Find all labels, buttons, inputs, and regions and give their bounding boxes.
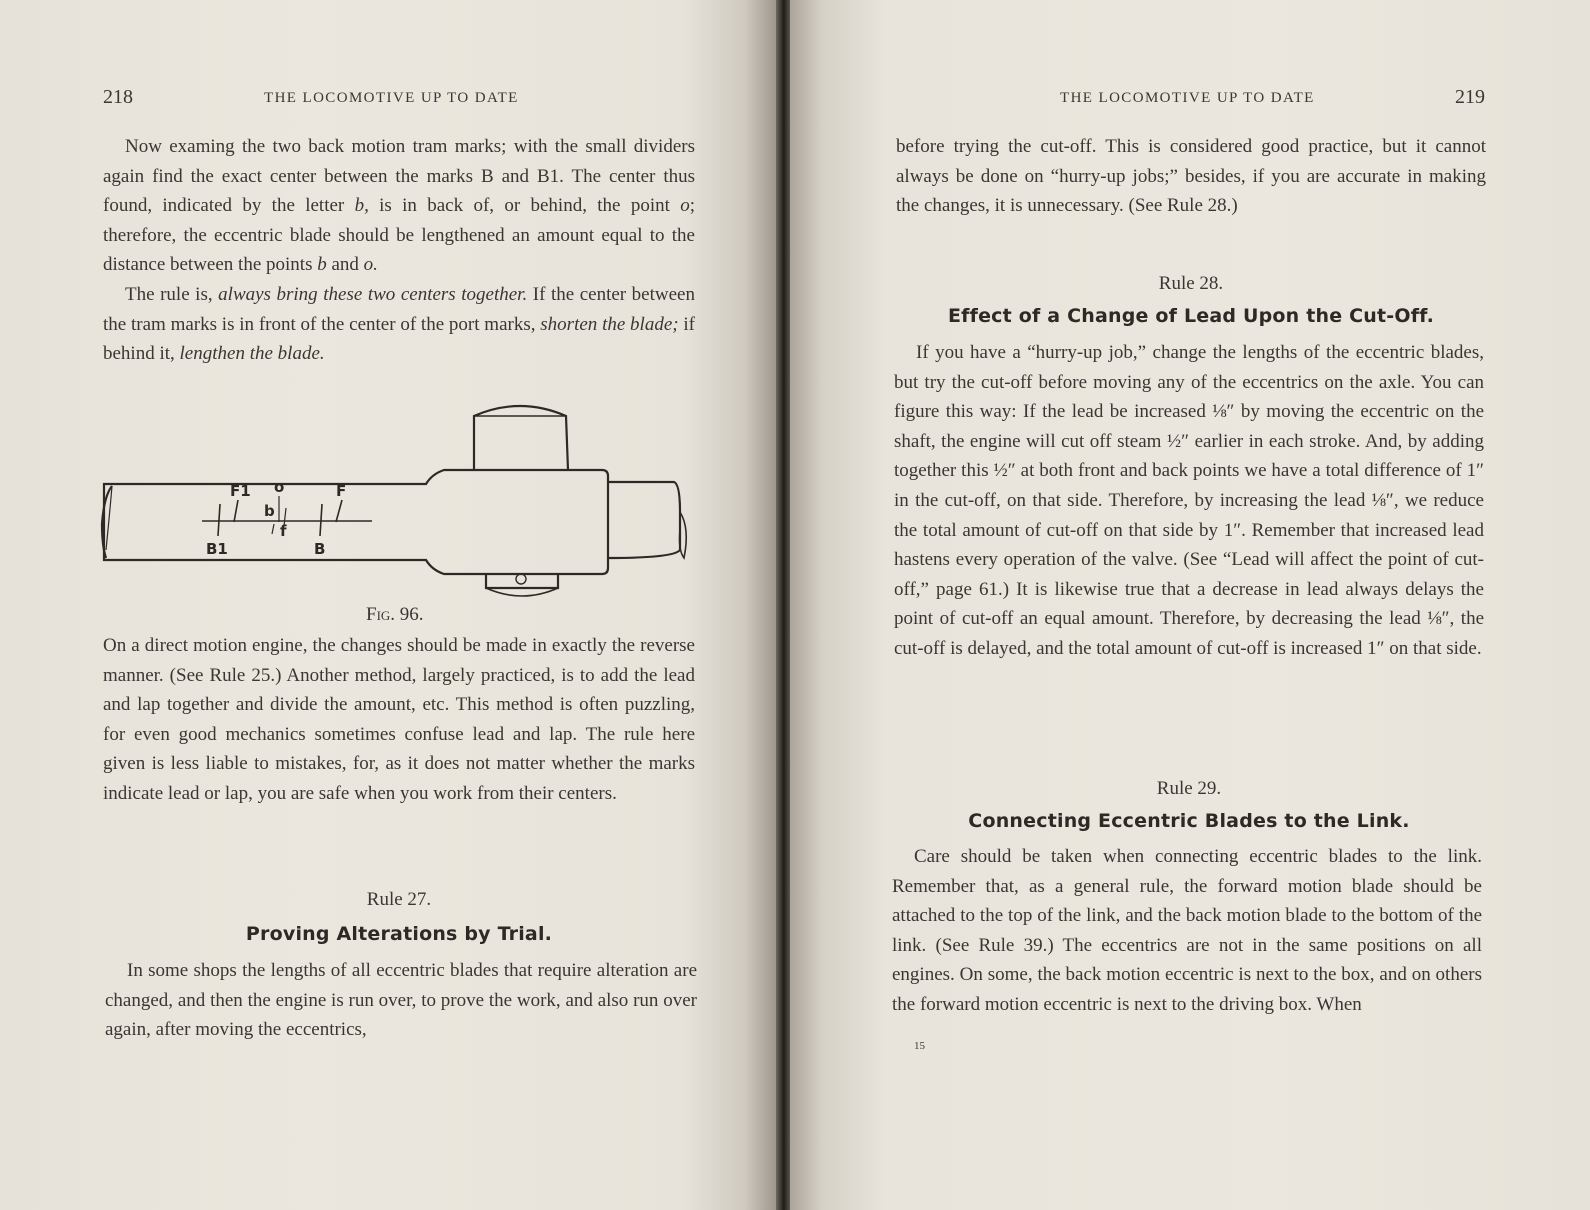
paragraph: Care should be taken when connecting eccentric blades to the link. Remember that, as a general rule, the forward motion blade should be attached to the top of the link, and the back motion blade to the bottom of the link. (See Rule 39.) The eccentrics are not in the same positions on all engines. On some, the back motion eccentric is next to the box, and on others the forward motion eccentric is next to the driving box. When	[892, 846, 1482, 1015]
paragraph: In some shops the lengths of all eccentric blades that require alteration are changed, and then the engine is run over, to prove the work, and also run over again, after moving the eccentrics,	[105, 960, 697, 1041]
port-mark-circle	[516, 574, 526, 584]
tram-mark-F	[336, 500, 342, 522]
bottom-port-box	[486, 574, 558, 588]
rule-28-title: Effect of a Change of Lead Upon the Cut-Off.	[947, 305, 1435, 327]
right-page	[790, 0, 1590, 1210]
label-B1: B1	[206, 540, 228, 558]
right-text-block-2	[894, 338, 1484, 664]
rule-27-title: Proving Alterations by Trial.	[245, 923, 553, 945]
left-page	[0, 0, 776, 1210]
label-f: f	[280, 522, 287, 540]
steam-chest-outline	[104, 470, 608, 574]
tram-mark-F1	[234, 500, 238, 522]
paragraph: The rule is, always bring these two centers together. If the center between the tram marks is in front of the center of the port marks, shorten the blade; if behind it, lengthen the blade.	[103, 283, 695, 365]
rule-28-number: Rule 28.	[1158, 273, 1224, 294]
rule-29-title: Connecting Eccentric Blades to the Link.	[968, 810, 1410, 832]
label-F: F	[336, 482, 347, 500]
label-F1: F1	[230, 482, 251, 500]
left-text-block-1	[103, 132, 695, 369]
label-o: o	[274, 478, 285, 496]
right-extension	[608, 482, 680, 558]
right-text-block-1	[896, 132, 1486, 221]
page-number-left: 218	[103, 86, 133, 108]
running-head-left: THE LOCOMOTIVE UP TO DATE	[264, 90, 519, 106]
label-b: b	[264, 502, 275, 520]
tram-mark-B1	[218, 504, 220, 536]
label-B: B	[314, 540, 326, 558]
paragraph: On a direct motion engine, the changes should be made in exactly the reverse manner. (See Rule 25.) Another method, largely practiced, is to add the lead and lap together and divide the amount, etc. This method is often puzzling, for even good mechanics sometimes confuse lead and lap. The rule here given is less liable to mistakes, for, as it does not matter whether the marks indicate lead or lap, you are safe when you work from their centers.	[103, 635, 695, 804]
rule-29-number: Rule 29.	[1156, 778, 1222, 799]
figure-96-valve-diagram	[96, 400, 700, 608]
paragraph: Now examing the two back motion tram marks; with the small dividers again find the exact center between the marks B and B1. The center thus found, indicated by the letter b, is in back of, or behind, the point o; therefore, the eccentric blade should be lengthened an amount equal to the distance between the points b and o.	[103, 136, 695, 276]
paragraph: before trying the cut-off. This is considered good practice, but it cannot always be done on “hurry-up jobs;” besides, if you are accurate in making the changes, it is unnecessary. (See Rule 28.)	[896, 136, 1486, 217]
right-text-block-3	[892, 842, 1482, 1020]
book-gutter	[776, 0, 790, 1210]
running-head-right: THE LOCOMOTIVE UP TO DATE	[1060, 90, 1315, 106]
paragraph: If you have a “hurry-up job,” change the lengths of the eccentric blades, but try the cut-off before moving any of the eccentrics on the axle. You can figure this way: If the lead be increased ⅛″ by moving the eccentric on the shaft, the engine will cut off steam ½″ earlier in each stroke. And, by adding together this ½″ at both front and back points we have a total difference of 1″ in the cut-off, on that side. Therefore, by increasing the lead ⅛″, we reduce the total amount of cut-off on that side by 1″. Remember that increased lead hastens every operation of the valve. (See “Lead will affect the point of cut-off,” page 61.) It is likewise true that a decrease in lead always delays the point of cut-off an equal amount. Therefore, by decreasing the lead ⅛″, the cut-off is delayed, and the total amount of cut-off is increased 1″ on that side.	[894, 342, 1484, 659]
left-text-block-2	[103, 631, 695, 809]
page-number-right: 219	[1455, 86, 1485, 108]
rule-27-number: Rule 27.	[366, 889, 432, 910]
left-text-block-3	[105, 956, 697, 1045]
signature-mark: 15	[914, 1040, 925, 1052]
figure-caption: Fig. 96.	[366, 604, 424, 625]
tram-mark-B	[320, 504, 322, 536]
